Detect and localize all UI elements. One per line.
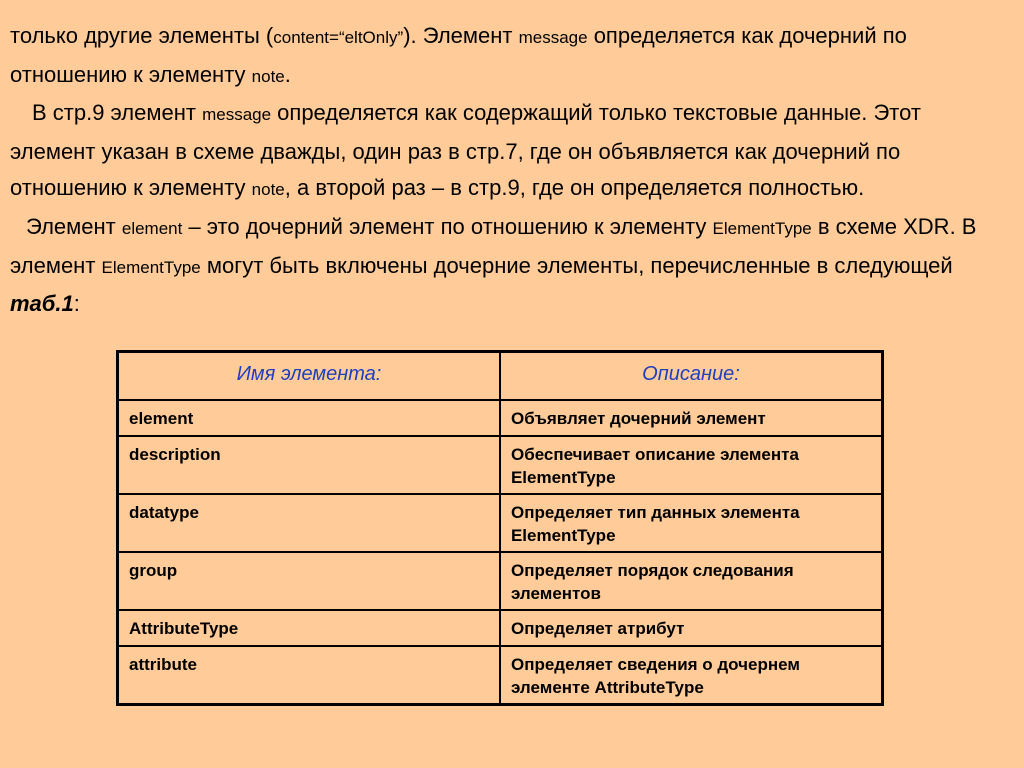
code-element: element	[121, 218, 183, 238]
paragraph-1-text-1: только другие элементы (	[10, 23, 274, 48]
cell-description: Определяет сведения о дочернем элементе AttributeType	[500, 646, 883, 705]
code-message: message	[518, 28, 588, 47]
cell-description: Обеспечивает описание элемента ElementType	[500, 436, 883, 494]
paragraph-3-text-5: :	[73, 291, 80, 317]
paragraph-3-text-2: – это дочерний элемент по отношению к элементу	[182, 213, 713, 239]
paragraph-3-text-3: в схеме XDR. В элемент	[10, 213, 977, 278]
cell-description: Определяет порядок следования элементов	[500, 552, 883, 610]
paragraph-2-text-2: определяется как содержащий только текстовые данные. Этот элемент указан в схеме дважды, один раз в стр.7, где он объявляется как дочерний по отношению к элементу	[10, 100, 921, 201]
paragraph-3-text-1: Элемент	[26, 213, 122, 239]
table-row	[118, 552, 883, 610]
cell-description: Определяет тип данных элемента ElementType	[500, 494, 883, 552]
header-element-name: Имя элемента:	[118, 352, 500, 400]
table-row	[118, 494, 883, 552]
slide-body-text	[10, 18, 1010, 323]
code-content-eltonly: content=“eltOnly”	[273, 28, 404, 47]
code-elementtype: ElementType	[101, 257, 201, 277]
paragraph-2-text-1: В стр.9 элемент	[32, 100, 203, 126]
cell-element-name: datatype	[118, 494, 500, 552]
table-row	[118, 436, 883, 494]
paragraph-2-text-3: , а второй раз – в стр.9, где он определяется полностью.	[284, 175, 865, 201]
elements-table	[116, 350, 884, 706]
paragraph-1-text-3: определяется как дочерний по отношению к элементу	[10, 23, 907, 87]
cell-element-name: group	[118, 552, 500, 610]
cell-element-name: element	[118, 400, 500, 436]
cell-element-name: AttributeType	[118, 610, 500, 646]
table-reference: таб.1	[10, 291, 74, 317]
cell-element-name: description	[118, 436, 500, 494]
paragraph-3-text-4: могут быть включены дочерние элементы, перечисленные в следующей	[200, 252, 953, 278]
cell-description: Определяет атрибут	[500, 610, 883, 646]
table-header-row	[118, 352, 883, 400]
cell-element-name: attribute	[118, 646, 500, 705]
code-message: message	[202, 105, 272, 125]
table-row	[118, 610, 883, 646]
cell-description: Объявляет дочерний элемент	[500, 400, 883, 436]
paragraph-1-text-2: ). Элемент	[403, 23, 519, 48]
table-row	[118, 400, 883, 436]
paragraph-1	[10, 18, 1010, 95]
table-row	[118, 646, 883, 705]
header-description: Описание:	[500, 352, 883, 400]
code-note: note	[251, 180, 285, 200]
paragraph-2	[10, 95, 1010, 209]
paragraph-3	[10, 209, 1010, 323]
paragraph-1-text-4: .	[284, 61, 291, 87]
code-elementtype: ElementType	[712, 218, 812, 238]
code-note: note	[251, 66, 285, 86]
